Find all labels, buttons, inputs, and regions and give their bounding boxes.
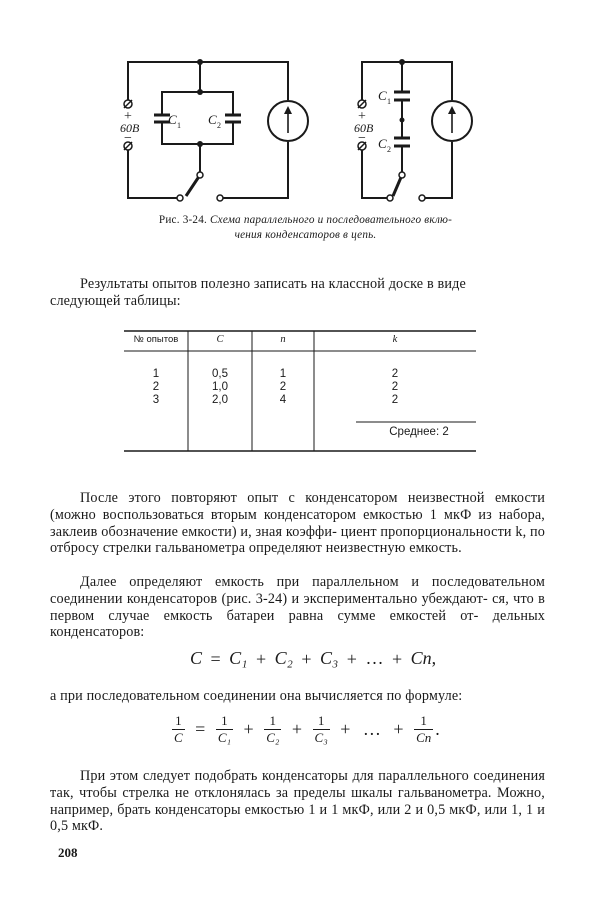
page-number: 208 [58,845,78,860]
table-cell-k-1: 2 [391,368,399,380]
formula1-term-3: C₃ [320,648,339,668]
formula1-tail: , [431,648,437,668]
paragraph-unknown-capacity [50,490,545,557]
formula2-num-2: 1 [264,713,281,730]
table-row [124,368,188,407]
series-circuit-diagram [362,62,472,198]
formula1-ellipsis: … [365,648,384,668]
formula2-den-last: Cn [416,730,432,745]
formula2-num-last: 1 [414,713,433,730]
paragraph-selection-advice [50,768,545,835]
figure-caption [108,213,503,243]
formula2-num-1: 1 [216,713,233,730]
para1-line-1: После этого повторяют опыт с конденсатором неизвестной емкости [80,490,545,506]
formula1-equals: = [210,649,221,670]
right-c1-sub: 1 [387,97,391,106]
paragraph-parallel-series [50,574,545,641]
table-header-experiment: № опытов [133,334,179,345]
formula2-fraction-3 [313,713,330,746]
intro-line-1: Результаты опытов полезно записать на классной доске в виде [80,276,466,292]
para2-line-3: ся, что в первом случае емкость батареи равна сумме емкостей от- [50,590,545,624]
table-average: Среднее: 2 [389,426,449,438]
formula1-last-term: Cn [410,648,432,668]
formula2-lhs-fraction [172,713,185,746]
left-c2-sub: 2 [217,121,221,130]
left-c2-label: C [208,112,217,127]
table-cell-c-3: 2,0 [212,394,228,406]
formula2-ellipsis: … [362,719,381,739]
formula2-lhs-den: C [174,730,183,745]
results-table [124,330,476,452]
table-cell-n-1: 1 [279,368,287,380]
formula2-lhs-num: 1 [172,713,185,730]
table-cell-n-2: 2 [279,381,287,393]
table-cell-exp-3: 3 [152,394,160,406]
table-column-c [188,368,252,407]
caption-label: Рис. 3-24. [158,214,207,226]
table-cell-exp-2: 2 [152,381,160,393]
table-header-k: k [392,334,398,345]
formula1-lhs: C [190,648,203,668]
table-cell-k-2: 2 [391,381,399,393]
para4-line-3: гальванометра. Можно, например, брать конденсаторы емкостью [50,784,545,818]
right-plus-sign: + [358,109,366,124]
right-voltage-label: 60В [354,121,374,135]
table-header-c: C [216,334,224,345]
formula2-den-3: C₃ [314,730,328,745]
table-column-k [314,368,476,407]
table-cell-k-3: 2 [391,394,399,406]
formula1-term-1: C₁ [229,648,248,668]
left-plus-sign: + [124,109,132,124]
caption-line-2: чения конденсаторов в цепь. [234,229,377,241]
series-capacitance-formula: $\frac{1}{C}$ = $\frac{1}{\text{C₁}}$ + $\frac{1}{\text{C₂}}$ + $\frac{1}{\text{C₃}}$ + … + $\frac{1}{Cn}$ . [174,713,440,745]
table-column-n [252,368,314,407]
formula2-den-1: C₁ [217,730,232,745]
left-voltage-label: 60В [120,121,140,135]
right-c2-sub: 2 [387,145,391,154]
para1-line-3: 1 мкФ из набора, заклеив обозначение емкости) и, зная коэффи- [50,506,545,540]
para4-line-1: При этом следует подобрать конденсаторы для параллельного [80,768,469,784]
parallel-circuit-diagram [128,62,308,198]
intro-paragraph [50,276,545,310]
para4-line-2: соединения так, чтобы стрелка не отклонялась за пределы шкалы [50,768,546,801]
caption-line-1: Схема параллельного и последовательного вклю- [210,214,453,226]
formula2-fraction-last [414,713,433,746]
formula2-fraction-2 [264,713,281,746]
para1-line-2: (можно воспользоваться вторым конденсатором емкостью [50,506,423,523]
intro-line-2: следующей таблицы: [50,292,181,309]
para2-line-4: дельных конденсаторов: [50,607,545,641]
formula1-term-2: C₂ [274,648,293,668]
circuit-figure [100,40,500,220]
table-cell-exp-1: 1 [152,368,160,380]
left-c1-sub: 1 [177,121,181,130]
para4-line-4: 1 и 1 мкФ, или 2 и 0,5 мкФ, или 1, 1 и 0,5 мкФ. [50,801,546,835]
left-c1-label: C [168,112,177,127]
formula2-tail: . [435,719,440,739]
right-c1-label: C [378,88,387,103]
table-header-n: n [280,334,286,345]
table-cell-n-3: 4 [279,394,287,406]
parallel-capacitance-formula: C = C₁ + C₂ + C₃ + … + Cn, [190,648,437,670]
table-cell-c-2: 1,0 [212,381,228,393]
formula2-fraction-1 [216,713,233,746]
para1-line-4: циент пропорциональности k, по отбросу стрелки гальванометра [50,523,545,557]
formula2-den-2: C₂ [266,730,280,745]
right-minus-sign: − [358,131,366,146]
para2-line-2: соединении конденсаторов (рис. 3-24) и экспериментально убеждают- [50,590,488,607]
right-c2-label: C [378,136,387,151]
para1-line-5: определяют неизвестную емкость. [248,540,462,557]
left-minus-sign: − [124,131,132,146]
para2-line-1: Далее определяют емкость при параллельном и последовательном [80,574,545,590]
table-cell-c-1: 0,5 [212,368,228,380]
formula2-num-3: 1 [313,713,330,730]
paragraph-series-intro: а при последовательном соединении она вычисляется по формуле: [50,688,463,704]
